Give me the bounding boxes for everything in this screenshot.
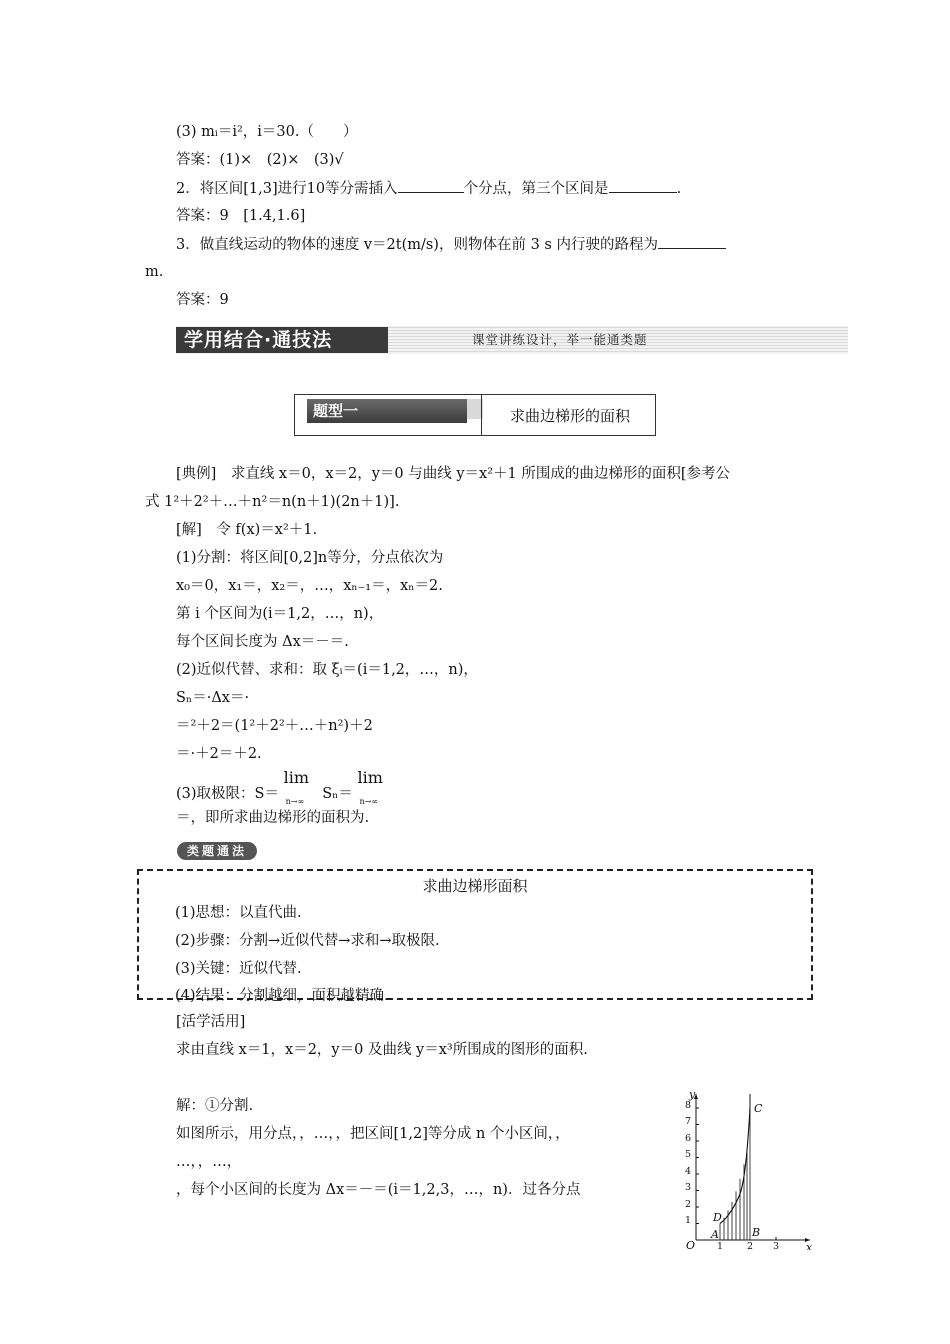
point-label-b: B <box>752 1226 761 1239</box>
question-2-suffix: . <box>676 181 682 197</box>
origin-label: O <box>686 1239 696 1250</box>
example-line-1: [典例] 求直线 x＝0，x＝2，y＝0 与曲线 y＝x²＋1 所围成的曲边梯形的面积[参考公 <box>176 466 731 482</box>
answer-blank[interactable] <box>398 178 464 193</box>
question-type-tag: 题型一 <box>307 399 467 423</box>
y-tick-label: 3 <box>685 1182 692 1193</box>
x-ticks <box>717 1237 779 1250</box>
section-banner <box>176 326 848 354</box>
point-label-a: A <box>711 1228 719 1241</box>
solution-line-4: 第 i 个区间为(i＝1,2，…，n)， <box>176 606 384 622</box>
lim-word: lim <box>357 768 383 787</box>
solution-line-1: [解] 令 f(x)＝x²＋1. <box>176 522 318 538</box>
solution-line-10 <box>176 768 392 806</box>
lim-word: lim <box>283 768 309 787</box>
curve-area-figure <box>684 1090 814 1250</box>
solution-line-7: Sₙ＝·Δx＝· <box>176 690 250 706</box>
x-axis-label: x <box>806 1241 813 1250</box>
lim-subscript: n→∞ <box>285 797 305 806</box>
y-tick-label: 6 <box>685 1133 692 1144</box>
practice-solution-4: ，每个小区间的长度为 Δx＝－＝(i＝1,2,3，…，n)．过各分点 <box>176 1182 581 1198</box>
limit-prefix: (3)取极限：S＝ <box>176 786 279 802</box>
method-badge: 类题通法 <box>177 842 257 860</box>
point-label-d: D <box>713 1211 722 1224</box>
practice-solution-1: 解：①分割. <box>176 1098 254 1114</box>
banner-title: 学用结合·通技法 <box>176 327 388 353</box>
type-box-divider <box>481 395 482 435</box>
y-tick-label: 4 <box>685 1166 692 1177</box>
practice-head: [活学活用] <box>176 1014 246 1030</box>
method-summary-box <box>137 869 813 1004</box>
question-3-prefix: 3．做直线运动的物体的速度 v＝2t(m/s)，则物体在前 3 s 内行驶的路程为 <box>176 237 658 253</box>
y-tick-label: 5 <box>685 1149 692 1160</box>
lim-subscript: n→∞ <box>359 797 379 806</box>
question-type-title: 求曲边梯形的面积 <box>510 407 631 425</box>
answer-2: 答案：9 [1.4,1.6] <box>176 208 306 224</box>
question-2-prefix: 2．将区间[1,3]进行10等分需插入 <box>176 181 398 197</box>
question-2 <box>176 178 681 199</box>
y-tick-label: 1 <box>685 1215 692 1226</box>
solution-line-2: (1)分割：将区间[0,2]n等分，分点依次为 <box>176 550 444 566</box>
solution-line-5: 每个区间长度为 Δx＝－＝. <box>176 634 349 650</box>
practice-problem: 求由直线 x＝1，x＝2，y＝0 及曲线 y＝x³所围成的图形的面积. <box>176 1042 588 1058</box>
summary-title: 求曲边梯形面积 <box>422 877 528 895</box>
summary-item: (3)关键：近似代替. <box>175 961 302 977</box>
x-tick-label: 1 <box>717 1241 724 1250</box>
solution-line-8: ＝²＋2＝(1²＋2²＋…＋n²)＋2 <box>176 718 373 734</box>
answer-3: 答案：9 <box>176 292 229 308</box>
x-tick-label: 3 <box>773 1241 780 1250</box>
banner-subtitle: 课堂讲练设计，举一能通类题 <box>472 332 648 347</box>
solution-line-3: x₀＝0，x₁＝，x₂＝，…，xₙ₋₁＝，xₙ＝2. <box>176 578 443 594</box>
limit-middle: Sₙ＝ <box>322 786 353 802</box>
question-2-middle: 个分点，第三个区间是 <box>463 181 609 197</box>
point-label-c: C <box>754 1102 763 1115</box>
question-3-unit: m. <box>145 264 164 280</box>
question-type-box <box>294 394 656 436</box>
y-axis-label: y <box>689 1090 696 1101</box>
figure-svg <box>684 1090 814 1250</box>
solution-line-9: ＝·＋2＝＋2. <box>176 746 262 762</box>
practice-solution-2: 如图所示，用分点，，…，，把区间[1,2]等分成 n 个小区间，， <box>176 1126 570 1142</box>
summary-item: (1)思想：以直代曲. <box>175 905 302 921</box>
summary-item: (4)结果：分割越细，面积越精确. <box>175 988 389 1004</box>
y-tick-label: 8 <box>685 1100 692 1111</box>
curve-y-x3 <box>720 1108 750 1224</box>
exercise-item-3: (3) mᵢ＝i²，i＝30.（ ） <box>176 124 358 140</box>
example-line-2: 式 1²＋2²＋…＋n²＝n(n＋1)(2n＋1)]. <box>145 494 400 510</box>
answer-blank[interactable] <box>609 178 677 193</box>
limit-operator <box>357 768 392 806</box>
y-ticks <box>685 1100 699 1226</box>
practice-solution-3: …，，…， <box>176 1154 242 1170</box>
answer-1: 答案：(1)× (2)× (3)√ <box>176 152 344 168</box>
limit-operator <box>283 768 318 806</box>
question-3 <box>176 234 726 255</box>
solution-line-6: (2)近似代替、求和：取 ξᵢ＝(i＝1,2，…，n)， <box>176 662 478 678</box>
answer-blank[interactable] <box>658 234 726 249</box>
y-tick-label: 7 <box>685 1116 692 1127</box>
solution-line-11: ＝，即所求曲边梯形的面积为. <box>176 810 370 826</box>
y-tick-label: 2 <box>685 1199 692 1210</box>
x-tick-label: 2 <box>747 1241 754 1250</box>
summary-item: (2)步骤：分割→近似代替→求和→取极限. <box>175 933 440 949</box>
